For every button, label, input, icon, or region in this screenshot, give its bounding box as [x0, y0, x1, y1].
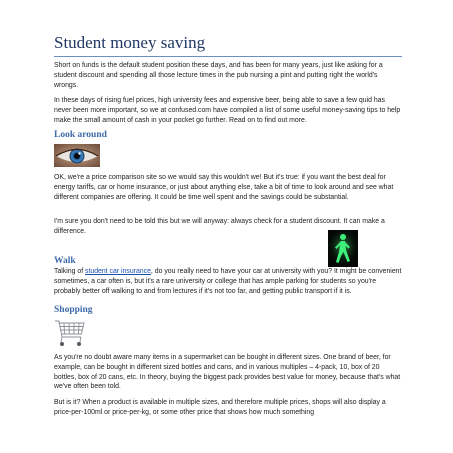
intro-paragraph-2: In these days of rising fuel prices, high university fees and expensive beer, being able to save a few quid has never been more important, so we at confused.com have compiled a list of some useful money-saving tips to help make the small amount of cash in your pocket go further. Read on to find out more.	[54, 97, 401, 124]
walk-text-before-link: Talking of	[54, 268, 86, 275]
walk-paragraph	[54, 267, 402, 296]
look-around-paragraph-2: I'm sure you don't need to be told this but we will anyway: always check for a student discount. It can make a difference.	[54, 218, 385, 235]
page-title: Student money saving	[54, 34, 402, 57]
shopping-paragraph-2: But is it? When a product is available in multiple sizes, and therefore multiple prices, shops will also display a price-per-100ml or price-per-kg, or some other price that shows how much something	[54, 399, 386, 416]
look-around-paragraph-1: OK, we're a price comparison site so we would say this wouldn't we! But it's true: if you want the best deal for energy tariffs, car or home insurance, or just about anything else, take a bit of time to look around and see what different companies are offering. It could be time well spent and the savings could be substantial.	[54, 174, 394, 201]
section-heading-shopping: Shopping	[54, 305, 93, 315]
section-heading-walk: Walk	[54, 256, 76, 266]
shopping-paragraph-1: As you're no doubt aware many items in a supermarket can be bought in different sizes. One brand of beer, for example, can be bought in different sized bottles and cans, and in various multiples – 4-pack, 10, box of 20 bottles, box of 20 cans, etc. In theory, buying the biggest pack provides best value for money, because that's what we've often been told.	[54, 354, 401, 391]
shopping-trolley	[54, 318, 86, 348]
eye-photo	[54, 144, 100, 167]
intro-paragraph-1: Short on funds is the default student position these days, and has been for many years, just like asking for a student discount and spending all those lecture times in the pub nursing a pint and putting right the world's wrongs.	[54, 62, 383, 89]
student-car-insurance-link[interactable]: student car insurance	[85, 268, 151, 275]
section-heading-look-around: Look around	[54, 130, 107, 140]
walk-text-after-link: , do you really need to have your car at university with you? It might be convenient sometimes, a car often is, but it's a rare university or college that has ample parking for students so you're probably better off walking to and from lectures if it's not too far, and getting public transport if it is.	[54, 268, 402, 295]
